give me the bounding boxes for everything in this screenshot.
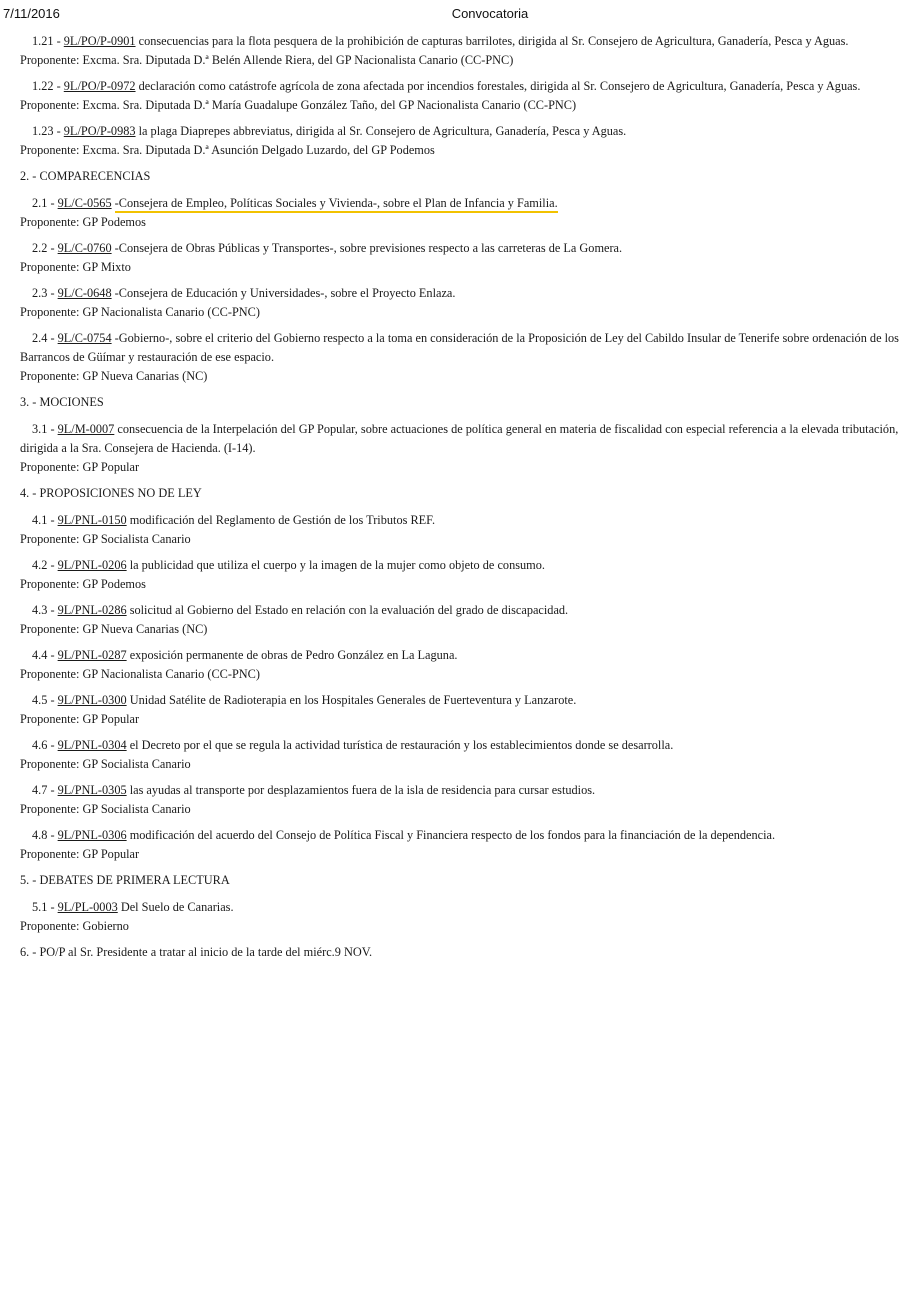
item-description: la plaga Diaprepes abbreviatus, dirigida al Sr. Consejero de Agricultura, Ganadería, Pesca y Aguas. (138, 124, 627, 138)
item-proponente: Proponente: GP Popular (20, 712, 140, 726)
item-number: 1.21 (32, 34, 54, 48)
item-description: -Consejera de Obras Públicas y Transportes-, sobre previsiones respecto a las carreteras de La Gomera. (114, 241, 623, 255)
item-proponente: Proponente: GP Mixto (20, 260, 131, 274)
agenda-item: 4.5 - 9L/PNL-0300 Unidad Satélite de Radioterapia en los Hospitales Generales de Fuerteventura y Lanzarote. Proponente: GP Popular (20, 691, 900, 729)
item-code-link[interactable]: 9L/C-0754 (57, 331, 112, 345)
agenda-item: 4.1 - 9L/PNL-0150 modificación del Reglamento de Gestión de los Tributos REF. Proponente: GP Socialista Canario (20, 511, 900, 549)
item-number: 4.4 (32, 648, 48, 662)
item-number: 5.1 (32, 900, 48, 914)
agenda-item: 2.1 - 9L/C-0565 -Consejera de Empleo, Políticas Sociales y Vivienda-, sobre el Plan de Infancia y Familia. Proponente: GP Podemos (20, 194, 900, 232)
item-proponente: Proponente: GP Podemos (20, 577, 146, 591)
item-number: 4.2 (32, 558, 48, 572)
item-proponente: Proponente: Gobierno (20, 919, 129, 933)
item-code-link[interactable]: 9L/M-0007 (57, 422, 115, 436)
item-proponente: Proponente: GP Nacionalista Canario (CC-PNC) (20, 667, 260, 681)
item-number: 4.7 (32, 783, 48, 797)
item-number: 4.3 (32, 603, 48, 617)
item-description: modificación del Reglamento de Gestión de los Tributos REF. (129, 513, 436, 527)
item-number: 4.6 (32, 738, 48, 752)
item-description: Del Suelo de Canarias. (120, 900, 234, 914)
item-code-link[interactable]: 9L/PNL-0150 (57, 513, 127, 527)
item-description: exposición permanente de obras de Pedro González en La Laguna. (129, 648, 458, 662)
item-code-link[interactable]: 9L/C-0760 (57, 241, 112, 255)
section-heading: 6. - PO/P al Sr. Presidente a tratar al inicio de la tarde del miérc.9 NOV. (20, 945, 373, 959)
item-description: Unidad Satélite de Radioterapia en los Hospitales Generales de Fuerteventura y Lanzarote. (129, 693, 577, 707)
item-code-link[interactable]: 9L/PL-0003 (57, 900, 118, 914)
item-code-link[interactable]: 9L/PO/P-0901 (63, 34, 136, 48)
item-number: 1.22 (32, 79, 54, 93)
item-proponente: Proponente: GP Socialista Canario (20, 532, 191, 546)
item-description: -Consejera de Empleo, Políticas Sociales y Vivienda-, sobre el Plan de Infancia y Familia. (115, 196, 558, 213)
item-proponente: Proponente: GP Nacionalista Canario (CC-PNC) (20, 305, 260, 319)
agenda-item: 2.2 - 9L/C-0760 -Consejera de Obras Públicas y Transportes-, sobre previsiones respecto a las carreteras de La Gomera. Proponente: GP Mixto (20, 239, 900, 277)
item-code-link[interactable]: 9L/PNL-0306 (57, 828, 127, 842)
agenda-item: 4.4 - 9L/PNL-0287 exposición permanente de obras de Pedro González en La Laguna. Proponente: GP Nacionalista Canario (CC-PNC) (20, 646, 900, 684)
item-description: las ayudas al transporte por desplazamientos fuera de la isla de residencia para cursar estudios. (129, 783, 596, 797)
item-description: -Gobierno-, sobre el criterio del Gobierno respecto a la toma en consideración de la Proposición de Ley del Cabildo Insular de Tenerife sobre ordenación de los Barrancos de Güímar y restauración de ese espacio. (20, 331, 899, 364)
item-description: consecuencia de la Interpelación del GP Popular, sobre actuaciones de política general en materia de fiscalidad con especial referencia a la elevada tributación, dirigida a la Sra. Consejera de Hacienda. (I-14). (20, 422, 899, 455)
item-proponente: Proponente: GP Popular (20, 460, 140, 474)
section-heading: 2. - COMPARECENCIAS (20, 169, 151, 183)
item-code-link[interactable]: 9L/PNL-0286 (57, 603, 127, 617)
item-description: solicitud al Gobierno del Estado en relación con la evaluación del grado de discapacidad. (129, 603, 569, 617)
item-number: 2.4 (32, 331, 48, 345)
agenda-item: 1.22 - 9L/PO/P-0972 declaración como catástrofe agrícola de zona afectada por incendios forestales, dirigida al Sr. Consejero de Agricultura, Ganadería, Pesca y Aguas. Proponente: Excma. Sra. Diputada D.ª María Guadalupe González Taño, del GP Nacionalista Canario (CC-PNC) (20, 77, 900, 115)
section-heading: 5. - DEBATES DE PRIMERA LECTURA (20, 873, 230, 887)
item-number: 2.3 (32, 286, 48, 300)
item-code-link[interactable]: 9L/C-0565 (57, 196, 112, 210)
item-number: 2.2 (32, 241, 48, 255)
agenda-item: 3.1 - 9L/M-0007 consecuencia de la Interpelación del GP Popular, sobre actuaciones de política general en materia de fiscalidad con especial referencia a la elevada tributación, dirigida a la Sra. Consejera de Hacienda. (I-14). Proponente: GP Popular (20, 420, 900, 477)
item-description: el Decreto por el que se regula la actividad turística de restauración y los establecimientos donde se desarrolla. (129, 738, 674, 752)
item-proponente: Proponente: Excma. Sra. Diputada D.ª María Guadalupe González Taño, del GP Nacionalista Canario (CC-PNC) (20, 98, 577, 112)
agenda-item: 4.2 - 9L/PNL-0206 la publicidad que utiliza el cuerpo y la imagen de la mujer como objeto de consumo. Proponente: GP Podemos (20, 556, 900, 594)
agenda-item: 1.23 - 9L/PO/P-0983 la plaga Diaprepes abbreviatus, dirigida al Sr. Consejero de Agricultura, Ganadería, Pesca y Aguas. Proponente: Excma. Sra. Diputada D.ª Asunción Delgado Luzardo, del GP Podemos (20, 122, 900, 160)
agenda-item: 2.4 - 9L/C-0754 -Gobierno-, sobre el criterio del Gobierno respecto a la toma en consideración de la Proposición de Ley del Cabildo Insular de Tenerife sobre ordenación de los Barrancos de Güímar y restauración de ese espacio. Proponente: GP Nueva Canarias (NC) (20, 329, 900, 386)
agenda-item: 4.8 - 9L/PNL-0306 modificación del acuerdo del Consejo de Política Fiscal y Financiera respecto de los fondos para la financiación de la dependencia. Proponente: GP Popular (20, 826, 900, 864)
agenda-item: 1.21 - 9L/PO/P-0901 consecuencias para la flota pesquera de la prohibición de capturas barrilotes, dirigida al Sr. Consejero de Agricultura, Ganadería, Pesca y Aguas. Proponente: Excma. Sra. Diputada D.ª Belén Allende Riera, del GP Nacionalista Canario (CC-PNC) (20, 32, 900, 70)
agenda-item: 2.3 - 9L/C-0648 -Consejera de Educación y Universidades-, sobre el Proyecto Enlaza. Proponente: GP Nacionalista Canario (CC-PNC) (20, 284, 900, 322)
agenda-item: 4.3 - 9L/PNL-0286 solicitud al Gobierno del Estado en relación con la evaluación del grado de discapacidad. Proponente: GP Nueva Canarias (NC) (20, 601, 900, 639)
item-proponente: Proponente: Excma. Sra. Diputada D.ª Belén Allende Riera, del GP Nacionalista Canario (CC-PNC) (20, 53, 514, 67)
item-description: declaración como catástrofe agrícola de zona afectada por incendios forestales, dirigida al Sr. Consejero de Agricultura, Ganadería, Pesca y Aguas. (138, 79, 861, 93)
agenda-item: 4.7 - 9L/PNL-0305 las ayudas al transporte por desplazamientos fuera de la isla de residencia para cursar estudios. Proponente: GP Socialista Canario (20, 781, 900, 819)
item-proponente: Proponente: GP Nueva Canarias (NC) (20, 622, 208, 636)
page-title: Convocatoria (451, 6, 529, 21)
item-proponente: Proponente: GP Socialista Canario (20, 802, 191, 816)
item-number: 4.8 (32, 828, 48, 842)
item-proponente: Proponente: GP Podemos (20, 215, 146, 229)
item-description: la publicidad que utiliza el cuerpo y la imagen de la mujer como objeto de consumo. (129, 558, 545, 572)
item-number: 4.1 (32, 513, 48, 527)
item-code-link[interactable]: 9L/C-0648 (57, 286, 112, 300)
item-code-link[interactable]: 9L/PNL-0287 (57, 648, 127, 662)
item-description: modificación del acuerdo del Consejo de Política Fiscal y Financiera respecto de los fondos para la financiación de la dependencia. (129, 828, 776, 842)
item-code-link[interactable]: 9L/PO/P-0972 (63, 79, 136, 93)
item-description: -Consejera de Educación y Universidades-, sobre el Proyecto Enlaza. (114, 286, 456, 300)
section-heading: 3. - MOCIONES (20, 395, 104, 409)
item-code-link[interactable]: 9L/PNL-0304 (57, 738, 127, 752)
item-code-link[interactable]: 9L/PNL-0300 (57, 693, 127, 707)
item-code-link[interactable]: 9L/PO/P-0983 (63, 124, 136, 138)
item-code-link[interactable]: 9L/PNL-0305 (57, 783, 127, 797)
item-proponente: Proponente: GP Nueva Canarias (NC) (20, 369, 208, 383)
item-proponente: Proponente: GP Socialista Canario (20, 757, 191, 771)
section-heading: 4. - PROPOSICIONES NO DE LEY (20, 486, 202, 500)
item-number: 2.1 (32, 196, 48, 210)
agenda-item: 4.6 - 9L/PNL-0304 el Decreto por el que se regula la actividad turística de restauración y los establecimientos donde se desarrolla. Proponente: GP Socialista Canario (20, 736, 900, 774)
item-code-link[interactable]: 9L/PNL-0206 (57, 558, 127, 572)
item-number: 4.5 (32, 693, 48, 707)
agenda-content (20, 32, 900, 970)
item-proponente: Proponente: Excma. Sra. Diputada D.ª Asunción Delgado Luzardo, del GP Podemos (20, 143, 435, 157)
item-description: consecuencias para la flota pesquera de la prohibición de capturas barrilotes, dirigida al Sr. Consejero de Agricultura, Ganadería, Pesca y Aguas. (138, 34, 849, 48)
item-number: 1.23 (32, 124, 54, 138)
page-header (0, 6, 920, 24)
item-number: 3.1 (32, 422, 48, 436)
agenda-item: 5.1 - 9L/PL-0003 Del Suelo de Canarias. Proponente: Gobierno (20, 898, 900, 936)
print-date: 7/11/2016 (3, 6, 60, 21)
item-proponente: Proponente: GP Popular (20, 847, 140, 861)
